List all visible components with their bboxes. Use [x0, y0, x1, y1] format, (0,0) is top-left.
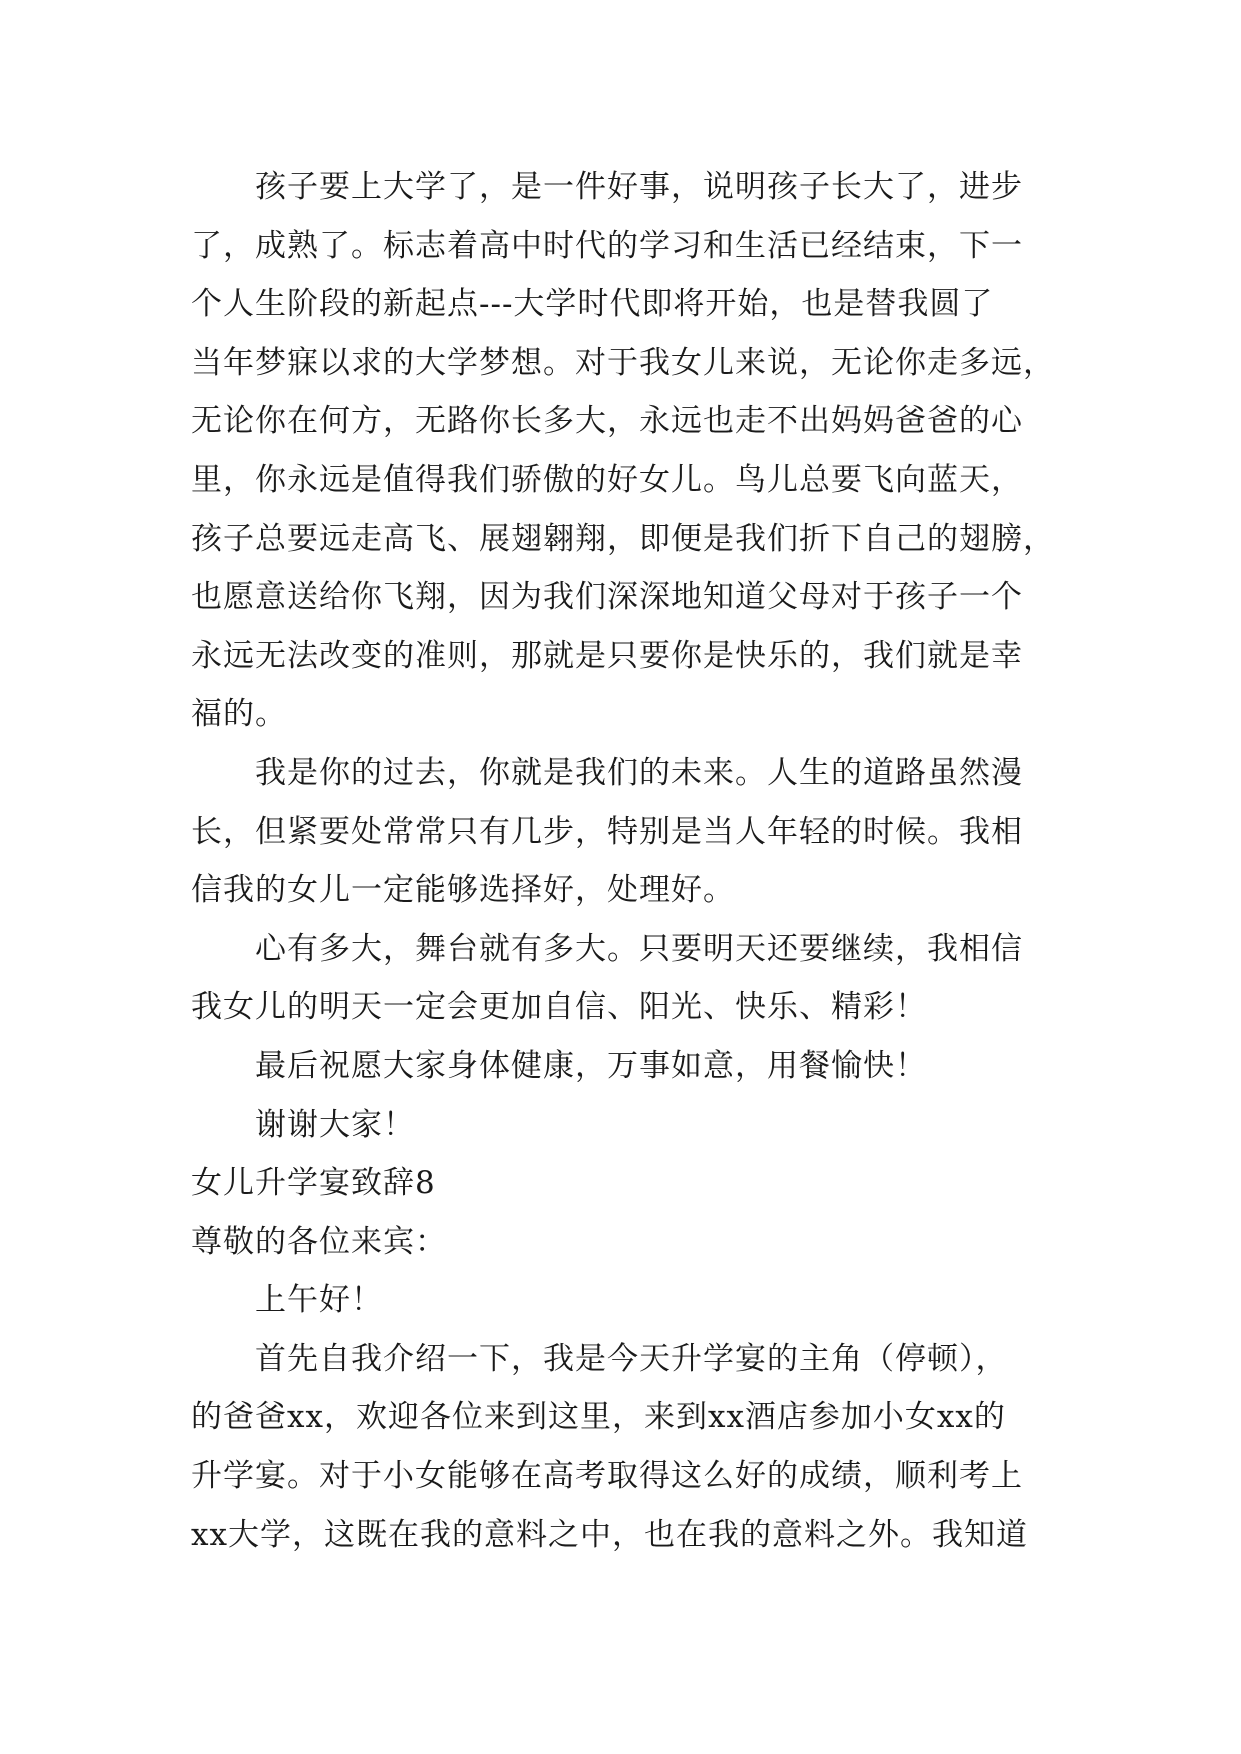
text-line: 也愿意送给你飞翔，因为我们深深地知道父母对于孩子一个 [191, 579, 1023, 616]
text-line: 永远无法改变的准则，那就是只要你是快乐的，我们就是幸 [191, 637, 1023, 674]
text-line: 信我的女儿一定能够选择好，处理好。 [191, 872, 735, 909]
text-line: 我女儿的明天一定会更加自信、阳光、快乐、精彩！ [191, 989, 927, 1026]
text-line: 最后祝愿大家身体健康，万事如意，用餐愉快！ [255, 1047, 927, 1084]
greeting: 上午好！ [255, 1282, 383, 1319]
text-line: 里，你永远是值得我们骄傲的好女儿。鸟儿总要飞向蓝天， [191, 461, 1023, 498]
text-line: 我是你的过去，你就是我们的未来。人生的道路虽然漫 [255, 754, 1023, 791]
text-line: 孩子总要远走高飞、展翅翱翔，即便是我们折下自己的翅膀， [191, 520, 1055, 557]
text-line: 的爸爸xx，欢迎各位来到这里，来到xx酒店参加小女xx的 [191, 1399, 1006, 1436]
text-line: 无论你在何方，无路你长多大，永远也走不出妈妈爸爸的心 [191, 403, 1023, 440]
salutation: 尊敬的各位来宾： [191, 1223, 447, 1260]
text-line: 升学宴。对于小女能够在高考取得这么好的成绩，顺利考上 [191, 1458, 1023, 1495]
text-line: 长，但紧要处常常只有几步，特别是当人年轻的时候。我相 [191, 813, 1023, 850]
text-line: xx大学，这既在我的意料之中，也在我的意料之外。我知道 [191, 1516, 1028, 1553]
text-line: 心有多大，舞台就有多大。只要明天还要继续，我相信 [255, 930, 1023, 967]
text-line: 了，成熟了。标志着高中时代的学习和生活已经结束，下一 [191, 227, 1023, 264]
text-line: 福的。 [191, 696, 287, 733]
text-line: 谢谢大家！ [255, 1106, 415, 1143]
text-line: 首先自我介绍一下，我是今天升学宴的主角（停顿）， [255, 1340, 1008, 1377]
document-body [191, 158, 1071, 1564]
text-line: 个人生阶段的新起点---大学时代即将开始，也是替我圆了 [191, 286, 994, 323]
text-line: 孩子要上大学了，是一件好事，说明孩子长大了，进步 [255, 169, 1023, 205]
text-line: 当年梦寐以求的大学梦想。对于我女儿来说，无论你走多远， [191, 344, 1055, 381]
section-heading: 女儿升学宴致辞8 [191, 1165, 436, 1202]
